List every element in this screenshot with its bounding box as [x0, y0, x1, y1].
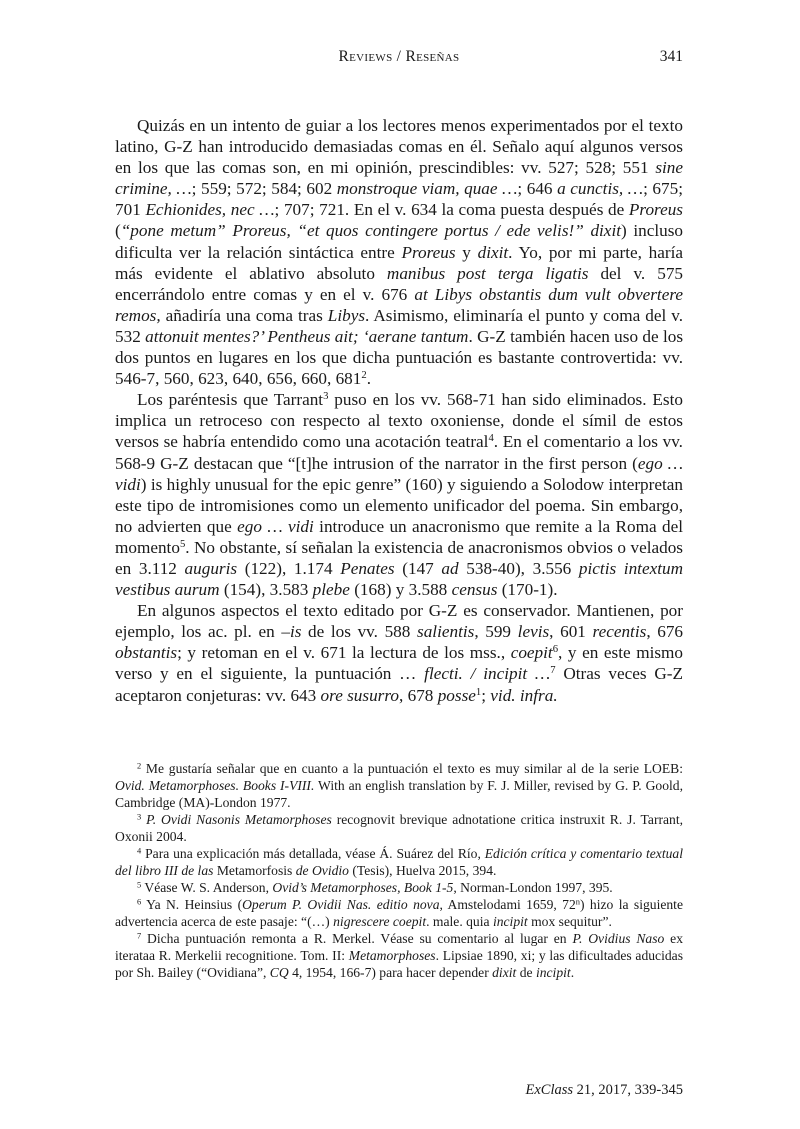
italic-text: CQ	[269, 965, 289, 980]
paragraph	[115, 389, 683, 600]
text-run: . En el comentario a los vv. 568-9 G-Z destacan que “[t]he intrusion of the narrator in the first person (	[115, 432, 683, 473]
text-run: ; 559; 572; 584; 602	[191, 179, 337, 199]
footnote-4	[115, 845, 683, 879]
italic-text: Proreus	[401, 242, 456, 262]
italic-text: dixit	[492, 965, 517, 980]
footnote-3	[115, 811, 683, 845]
text-run: Otras veces G-Z aceptaron conjeturas: vv. 643	[115, 664, 683, 705]
footnote-ref: 6	[137, 896, 142, 907]
footnote-ref: 4	[137, 845, 142, 856]
italic-text: ego … vidi	[115, 453, 683, 494]
italic-text: de Ovidio	[295, 863, 349, 878]
footnote-ref: 6	[552, 644, 559, 656]
footnote-6	[115, 896, 683, 930]
italic-text: sine crimine, …	[115, 158, 683, 199]
text-run: Véase W. S. Anderson,	[141, 880, 273, 895]
italic-text: is	[289, 622, 302, 642]
italic-text: obstantis	[115, 643, 178, 663]
text-run: , Norman-London 1997, 395.	[453, 880, 613, 895]
italic-text: plebe	[312, 580, 350, 600]
section-title: Reviews / Reseñas	[338, 48, 460, 65]
text-run: Para una explicación más detallada, véase Á. Suárez del Río,	[141, 846, 485, 861]
paragraph	[115, 115, 683, 389]
text-run: puso en los vv. 568-71 han sido eliminados. Esto implica un retroceso con respecto al texto oxoniense, donde el símil de estos versos se habría entendido como una acotación teatral	[115, 390, 683, 452]
text-run: Los paréntesis que Tarrant	[137, 390, 324, 410]
footnote-5	[115, 879, 683, 896]
text-run: (147	[394, 558, 442, 578]
text-run: Ya N. Heinsius (	[141, 897, 243, 912]
text-run: ) hizo la siguiente advertencia acerca de este pasaje: “(…)	[115, 897, 683, 929]
italic-text: vid. infra.	[490, 685, 558, 705]
italic-text: ad	[441, 558, 459, 578]
italic-text: Echionides, nec …	[145, 200, 275, 220]
italic-text: Ovid’s Metamorphoses, Book 1-5	[272, 880, 454, 895]
text-run: ;	[481, 685, 491, 705]
text-run: (154), 3.583	[219, 580, 313, 600]
italic-text: Proreus	[628, 200, 683, 220]
footnote-ref: 5	[179, 539, 186, 551]
footnotes	[115, 760, 683, 981]
text-run: .	[570, 965, 575, 980]
footnote-ref: 1	[475, 686, 482, 698]
footnote-ref: 3	[137, 811, 142, 822]
italic-text: Edición crítica y comentario textual del libro III de las	[115, 846, 683, 878]
italic-text: monstroque viam, quae …	[336, 179, 518, 199]
text-run: . No obstante, sí señalan la existencia de anacronismos obvios o velados en 3.112	[115, 537, 683, 578]
text-run: . Yo, por mi parte, haría más evidente el ablativo absoluto	[115, 242, 684, 283]
italic-text: Ovid. Metamorphoses. Books I-VIII.	[115, 778, 315, 793]
text-run: recognovit brevique adnotatione critica instruxit R. J. Tarrant, Oxonii 2004.	[115, 812, 684, 844]
text-run: Quizás en un intento de guiar a los lectores menos experimentados por el texto latino, G-Z han introducido demasiadas comas en él. Señalo aquí algunos versos en los que las comas son, en mi opinión, prescindibles: vv. 527; 528; 551	[115, 116, 683, 178]
italic-text: posse	[437, 685, 476, 705]
italic-text: dixit	[477, 242, 509, 262]
italic-text: Metamorphoses	[348, 948, 436, 963]
body-text	[115, 115, 683, 706]
text-run: del v. 575 encerrándolo entre comas y en el v. 676	[115, 263, 684, 304]
text-run: (	[115, 221, 121, 241]
text-run: (170-1).	[497, 580, 558, 600]
text-run: ; y retoman en el v. 671 la lectura de los mss.,	[177, 643, 511, 663]
text-run: (Tesis), Huelva 2015, 394.	[348, 863, 497, 878]
italic-text: Libys	[327, 305, 366, 325]
text-run: , 599	[474, 622, 518, 642]
text-run: y	[455, 242, 478, 262]
text-run: Dicha puntuación remonta a R. Merkel. Véase su comentario al lugar en	[141, 931, 573, 946]
italic-text: recentis	[592, 622, 647, 642]
footnote-ref: 2	[137, 760, 142, 771]
italic-text: pictis intextum vestibus aurum	[115, 558, 683, 600]
text-run: (168) y 3.588	[349, 580, 452, 600]
italic-text: Penates	[340, 558, 395, 578]
footnote-7	[115, 930, 683, 981]
italic-text: incipit	[535, 965, 571, 980]
page-number: 341	[659, 48, 683, 65]
italic-text: flecti. / incipit …	[424, 664, 551, 684]
italic-text: P. Ovidius Naso	[572, 931, 665, 946]
text-run: (122), 1.174	[237, 558, 341, 578]
footnote-ref: 5	[137, 879, 142, 890]
journal-name: ExClass	[525, 1082, 574, 1098]
footnote-ref: 7	[137, 930, 142, 941]
italic-text: levis	[517, 622, 550, 642]
footnote-ref: 4	[488, 433, 494, 445]
text-run: , 676	[646, 622, 684, 642]
text-run: ; 646	[517, 179, 558, 199]
text-run: 4, 1954, 166-7) para hacer depender	[288, 965, 493, 980]
italic-text: coepit	[510, 643, 553, 663]
footnote-2	[115, 760, 683, 811]
footnote-ref: n	[575, 896, 580, 907]
italic-text: nigrescere coepit	[333, 914, 427, 929]
italic-text: auguris	[184, 558, 238, 578]
text-run: With an english translation by F. J. Miller, revised by G. P. Goold, Cambridge (MA)-London 1977.	[115, 778, 683, 810]
italic-text: “pone metum” Proreus, “et quos contingere portus / ede velis!” dixit	[120, 221, 621, 241]
italic-text: incipit	[492, 914, 528, 929]
text-run: ; 675; 701	[115, 179, 683, 220]
italic-text: salientis	[417, 622, 475, 642]
text-run: Me gustaría señalar que en cuanto a la puntuación el texto es muy similar al de la serie LOEB:	[141, 761, 683, 776]
paragraph	[115, 600, 683, 705]
text-run: de los vv. 588	[301, 622, 418, 642]
text-run: ; 707; 721. En el v. 634 la coma puesta después de	[274, 200, 629, 220]
footnote-ref: 2	[361, 370, 367, 382]
text-run: . male. quia	[426, 914, 493, 929]
text-run: . Lipsiae 1890, xi; y las dificultades aducidas por Sh. Bailey (“Ovidiana”,	[115, 948, 683, 980]
text-run: ) is highly unusual for the epic genre” (160) y siguiendo a Solodow interpretan este tipo de intromisiones como un elemento unificador del poema. Sin embargo, no advierten que	[115, 474, 683, 536]
text-run: ex iterataa R. Merkelii recognitione. Tom. II:	[115, 931, 683, 963]
text-run: . G-Z también hacen uso de los dos puntos en lugares en los que dicha puntuación es bastante controvertida: vv. 546-7, 560, 623, 640, 656, 660, 681	[115, 326, 684, 389]
text-run: , 678	[399, 685, 438, 705]
text-run: , Amstelodami 1659, 72	[439, 897, 576, 912]
text-run: . Asimismo, eliminaría el punto y coma del v. 532	[115, 305, 683, 346]
text-run: de	[516, 965, 536, 980]
text-run: añadiría una coma tras	[160, 305, 328, 325]
journal-citation: 21, 2017, 339-345	[573, 1082, 683, 1098]
text-run: Metamorfosis	[213, 863, 296, 878]
italic-text: census	[451, 580, 498, 600]
text-run: mox sequitur”.	[527, 914, 612, 929]
text-run: , 601	[549, 622, 593, 642]
running-foot	[115, 1080, 683, 1100]
text-run: En algunos aspectos el texto editado por G-Z es conservador. Mantienen, por ejemplo, los ac. pl. en –	[115, 601, 683, 642]
italic-text: P. Ovidi Nasonis Metamorphoses	[146, 812, 332, 827]
text-run: ) incluso dificulta ver la relación sintáctica entre	[115, 221, 684, 262]
italic-text: attonuit mentes?’ Pentheus ait; ‘aerane tantum	[145, 326, 469, 346]
italic-text: manibus post terga ligatis	[386, 263, 589, 283]
italic-text: Operum P. Ovidii Nas. editio nova	[242, 897, 440, 912]
running-head	[115, 46, 683, 68]
text-run: , y en este mismo verso y en el siguiente, la puntuación …	[115, 643, 683, 684]
text-run: .	[366, 369, 371, 389]
italic-text: ore susurro	[320, 685, 400, 705]
footnote-ref: 7	[550, 665, 556, 677]
italic-text: ego … vidi	[237, 516, 314, 536]
italic-text: a cunctis, …	[557, 179, 644, 199]
text-run: 538-40), 3.556	[458, 558, 579, 578]
text-run: introduce un anacronismo que remite a la Roma del momento	[115, 516, 683, 557]
footnote-ref: 3	[323, 391, 329, 403]
italic-text: at Libys obstantis dum vult obvertere remos,	[115, 284, 683, 325]
